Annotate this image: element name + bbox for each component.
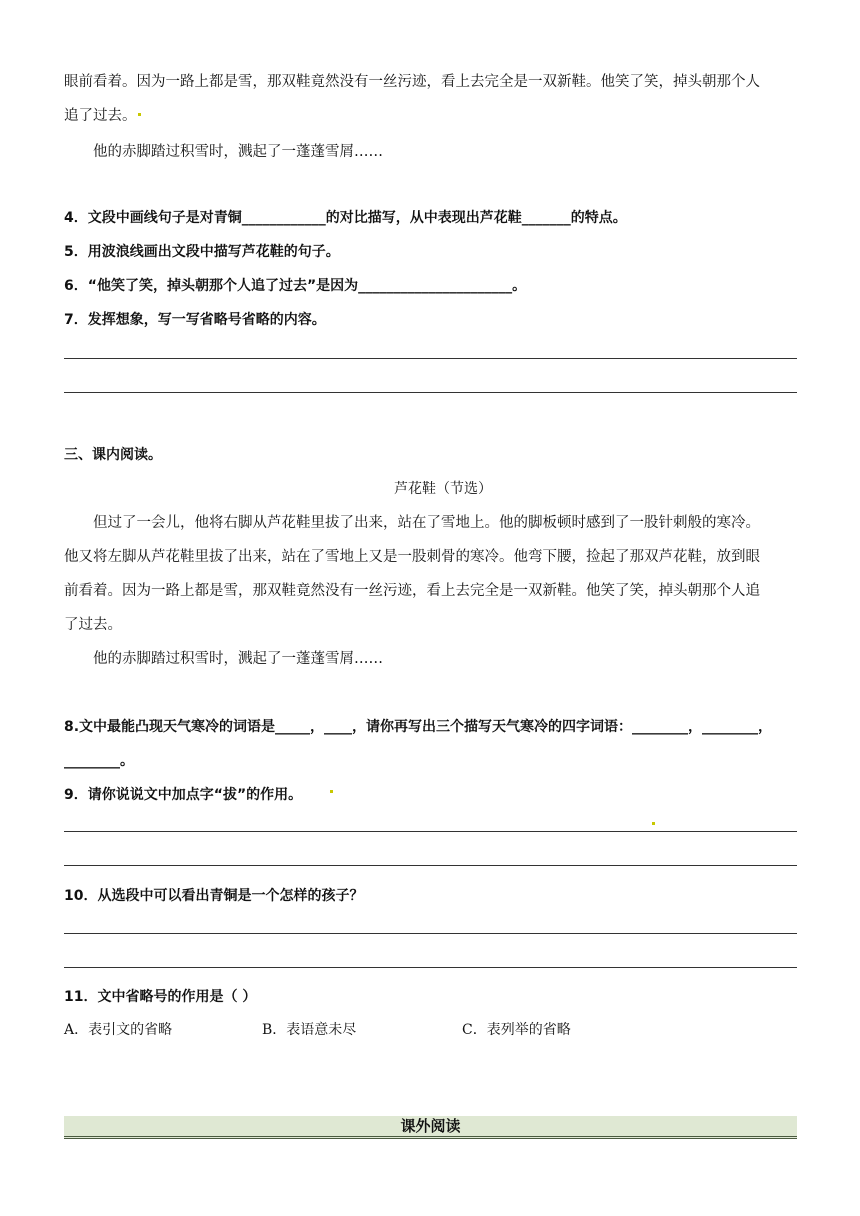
marker-dot <box>330 790 333 793</box>
section-banner <box>64 1116 797 1139</box>
passage-line: 他又将左脚从芦花鞋里拔了出来，站在了雪地上又是一股刺骨的寒冷。他弯下腰，捡起了那双芦花鞋，放到眼 <box>64 549 760 565</box>
answer-line[interactable] <box>64 865 797 866</box>
passage-line: 但过了一会儿，他将右脚从芦花鞋里拔了出来，站在了雪地上。他的脚板顿时感到了一股针刺般的寒冷。 <box>93 515 760 531</box>
answer-line[interactable] <box>64 831 797 832</box>
marker-dot <box>138 113 141 116</box>
answer-line[interactable] <box>64 933 797 934</box>
question-9: 9．请你说说文中加点字“拔”的作用。 <box>64 787 303 803</box>
banner-label: 课外阅读 <box>400 1117 461 1135</box>
answer-line[interactable] <box>64 358 797 359</box>
section-heading: 三、课内阅读。 <box>64 447 162 463</box>
option-b[interactable]: B．表语意未尽 <box>262 1022 357 1038</box>
passage-line: 前看着。因为一路上都是雪，那双鞋竟然没有一丝污迹，看上去完全是一双新鞋。他笑了笑，掉头朝那个人追 <box>64 583 760 599</box>
passage-line: 眼前看着。因为一路上都是雪，那双鞋竟然没有一丝污迹，看上去完全是一双新鞋。他笑了笑，掉头朝那个人 <box>64 74 760 90</box>
answer-line[interactable] <box>64 392 797 393</box>
option-c[interactable]: C．表列举的省略 <box>462 1022 571 1038</box>
question-7: 7．发挥想象，写一写省略号省略的内容。 <box>64 312 326 328</box>
question-11: 11．文中省略号的作用是（ ） <box>64 989 257 1005</box>
question-6: 6．“他笑了笑，掉头朝那个人追了过去”是因为______________________。 <box>64 278 527 294</box>
passage-line: 了过去。 <box>64 617 122 633</box>
question-8: 8.文中最能凸现天气寒冷的词语是_____，____，请你再写出三个描写天气寒冷的四字词语：________，________， <box>64 719 773 735</box>
question-5: 5．用波浪线画出文段中描写芦花鞋的句子。 <box>64 244 340 260</box>
answer-line[interactable] <box>64 967 797 968</box>
question-4: 4．文段中画线句子是对青铜____________的对比描写，从中表现出芦花鞋_______的特点。 <box>64 210 627 226</box>
question-8-cont: ________。 <box>64 753 134 769</box>
option-a[interactable]: A．表引文的省略 <box>64 1022 173 1038</box>
marker-dot <box>652 822 655 825</box>
passage-line: 追了过去。 <box>64 108 137 124</box>
passage-title: 芦花鞋（节选） <box>394 481 492 497</box>
passage-line: 他的赤脚踏过积雪时，溅起了一蓬蓬雪屑…… <box>93 144 383 160</box>
question-10: 10．从选段中可以看出青铜是一个怎样的孩子？ <box>64 888 364 904</box>
passage-line: 他的赤脚踏过积雪时，溅起了一蓬蓬雪屑…… <box>93 651 383 667</box>
